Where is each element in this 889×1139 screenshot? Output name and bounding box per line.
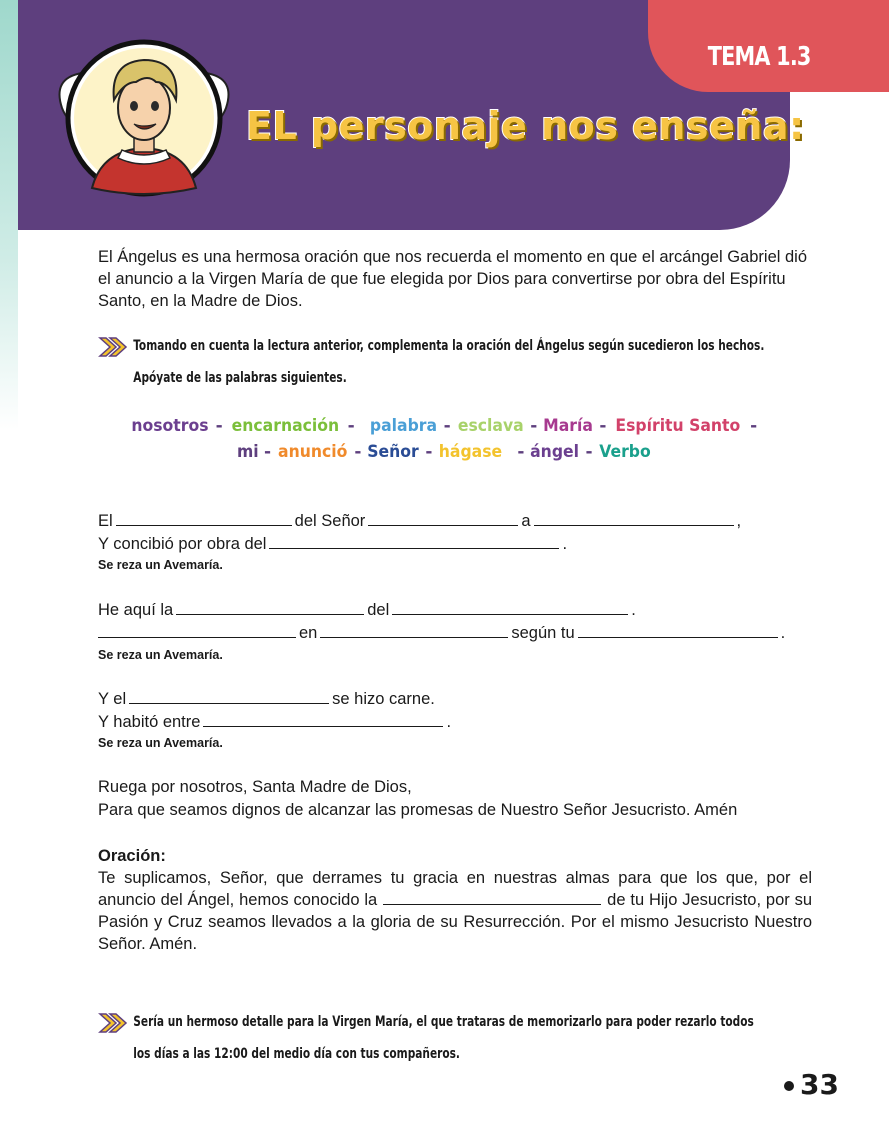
fill-blank[interactable] bbox=[116, 510, 292, 526]
avemaria-note: Se reza un Avemaría. bbox=[98, 736, 223, 750]
instruction-1 bbox=[98, 330, 798, 394]
word-separator: - bbox=[347, 416, 355, 436]
word-bank-row-1 bbox=[0, 413, 889, 439]
fill-blank[interactable] bbox=[392, 599, 628, 615]
angel-character-icon bbox=[52, 38, 236, 198]
prayer-text: Y habitó entre bbox=[98, 713, 201, 731]
page-title: EL personaje nos enseña: bbox=[246, 104, 805, 148]
word-separator: - bbox=[750, 416, 758, 436]
tema-label: TEMA 1.3 bbox=[708, 42, 811, 72]
word-separator: - bbox=[443, 416, 451, 436]
word-separator: - bbox=[354, 442, 362, 462]
prayer-line-1 bbox=[98, 510, 741, 532]
fill-blank[interactable] bbox=[578, 622, 778, 638]
fill-blank[interactable] bbox=[203, 711, 443, 727]
oracion-heading: Oración: bbox=[98, 847, 166, 865]
instruction-2-line-2: los días a las 12:00 del medio día con tus compañeros. bbox=[133, 1046, 460, 1062]
word-hagase: hágase bbox=[439, 442, 503, 462]
prayer-line-5 bbox=[98, 688, 435, 710]
oracion-text: de tu Hijo Jesucristo, por su Pasión y Cruz seamos llevados a la gloria de su Resurrección. Por el mismo Jesucristo Nuestro Señor. Amén. bbox=[98, 891, 812, 953]
prayer-line-2 bbox=[98, 533, 567, 555]
prayer-text: Y el bbox=[98, 690, 127, 708]
bullet-dot-icon bbox=[784, 1081, 794, 1091]
prayer-text: Y concibió por obra del bbox=[98, 535, 267, 553]
fill-blank[interactable] bbox=[383, 889, 601, 905]
prayer-text: del Señor bbox=[294, 512, 366, 530]
word-maria: María bbox=[543, 416, 594, 436]
closing-line-1: Ruega por nosotros, Santa Madre de Dios, bbox=[98, 778, 412, 796]
prayer-text: , bbox=[736, 512, 742, 530]
word-anuncio: anunció bbox=[278, 442, 348, 462]
word-separator: - bbox=[599, 416, 607, 436]
word-separator: - bbox=[517, 442, 525, 462]
instruction-2 bbox=[98, 1006, 798, 1070]
fill-blank[interactable] bbox=[98, 622, 296, 638]
instruction-1-line-2: Apóyate de las palabras siguientes. bbox=[133, 370, 347, 386]
fill-blank[interactable] bbox=[129, 688, 329, 704]
word-separator: - bbox=[425, 442, 433, 462]
word-angel: ángel bbox=[530, 442, 580, 462]
word-separator: - bbox=[585, 442, 593, 462]
word-esclava: esclava bbox=[457, 416, 524, 436]
fill-blank[interactable] bbox=[368, 510, 518, 526]
closing-line-2: Para que seamos dignos de alcanzar las promesas de Nuestro Señor Jesucristo. Amén bbox=[98, 801, 738, 819]
instruction-1-line-1: Tomando en cuenta la lectura anterior, complementa la oración del Ángelus según sucedieron los hechos. bbox=[133, 338, 765, 354]
word-mi: mi bbox=[237, 442, 260, 462]
word-senor: Señor bbox=[367, 442, 420, 462]
prayer-text: a bbox=[521, 512, 531, 530]
word-espiritu-santo: Espíritu Santo bbox=[615, 416, 741, 436]
fill-blank[interactable] bbox=[534, 510, 734, 526]
prayer-text: El bbox=[98, 512, 113, 530]
page-number-text: 33 bbox=[800, 1068, 839, 1101]
intro-paragraph: El Ángelus es una hermosa oración que nos recuerda el momento en que el arcángel Gabriel dió el anuncio a la Virgen María de que fue elegida por Dios para convertirse por obra del Espíritu Santo, en la Madre de Dios. bbox=[98, 248, 808, 310]
left-decorative-strip bbox=[0, 0, 18, 430]
word-verbo: Verbo bbox=[598, 442, 651, 462]
word-nosotros: nosotros bbox=[131, 416, 209, 436]
prayer-text: . bbox=[780, 624, 786, 642]
word-palabra: palabra bbox=[369, 416, 437, 436]
word-separator: - bbox=[263, 442, 272, 462]
instruction-2-line-1: Sería un hermoso detalle para la Virgen María, el que trataras de memorizarlo para poder rezarlo todos bbox=[133, 1014, 754, 1030]
fill-blank[interactable] bbox=[320, 622, 508, 638]
prayer-text: . bbox=[562, 535, 568, 553]
page-number bbox=[784, 1068, 839, 1101]
word-bank-row-2 bbox=[0, 439, 889, 465]
prayer-text: según tu bbox=[511, 624, 575, 642]
prayer-line-4 bbox=[98, 622, 785, 644]
fill-blank[interactable] bbox=[176, 599, 364, 615]
avemaria-note: Se reza un Avemaría. bbox=[98, 648, 223, 662]
avemaria-note: Se reza un Avemaría. bbox=[98, 558, 223, 572]
prayer-text: en bbox=[299, 624, 318, 642]
word-encarnacion: encarnación bbox=[231, 416, 339, 436]
prayer-text: del bbox=[367, 601, 390, 619]
prayer-text: . bbox=[631, 601, 636, 619]
prayer-text: se hizo carne. bbox=[332, 690, 435, 708]
prayer-line-6 bbox=[98, 711, 451, 733]
word-separator: - bbox=[530, 416, 538, 436]
word-separator: - bbox=[215, 416, 223, 436]
oracion-text: Te suplicamos, Señor, que derrames tu gracia en nuestras almas para que los que, por el anuncio del Ángel, hemos conocido la bbox=[98, 869, 812, 909]
tema-tab bbox=[648, 0, 889, 92]
prayer-text: He aquí la bbox=[98, 601, 174, 619]
prayer-text: . bbox=[446, 713, 452, 731]
fill-blank[interactable] bbox=[269, 533, 559, 549]
oracion-paragraph bbox=[98, 867, 812, 955]
prayer-line-3 bbox=[98, 599, 636, 621]
word-bank bbox=[0, 413, 889, 465]
